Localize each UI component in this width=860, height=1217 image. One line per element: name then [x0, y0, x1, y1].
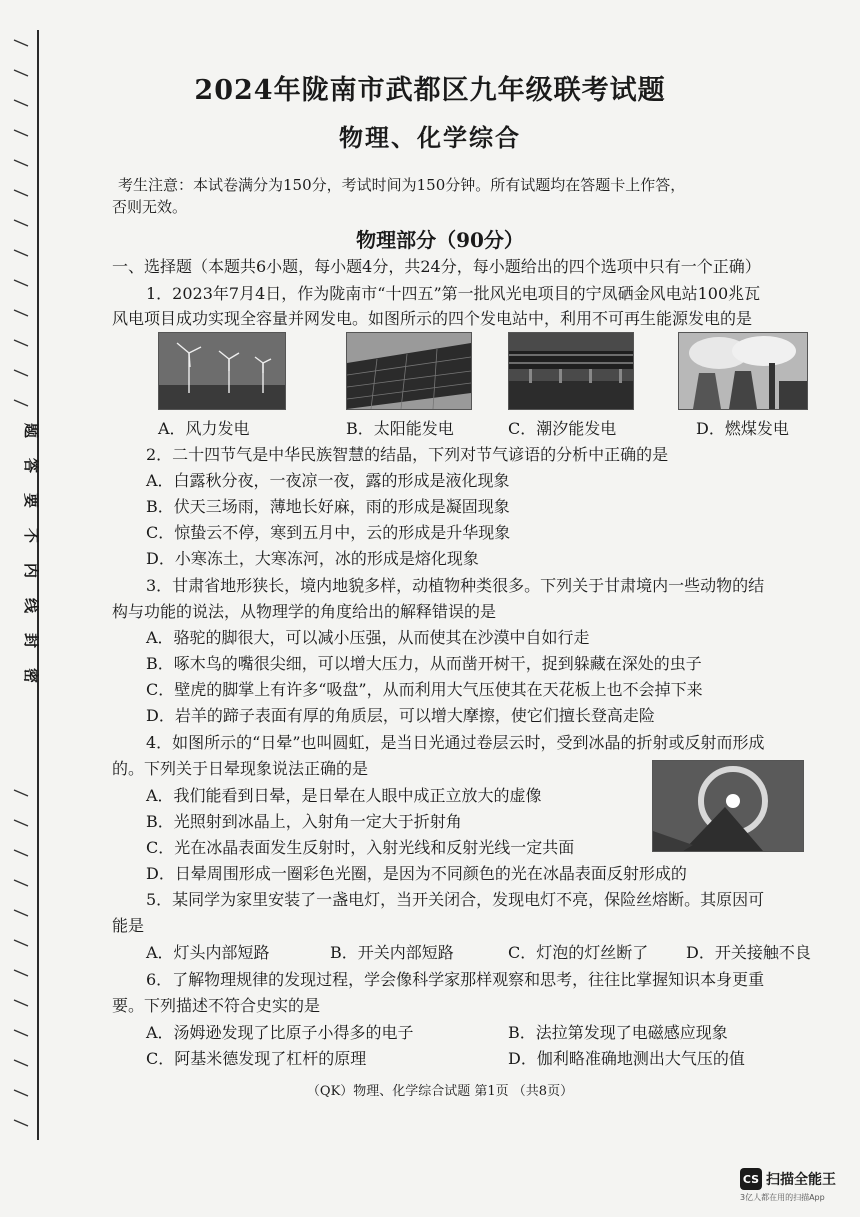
watermark-name: 扫描全能王: [766, 1172, 836, 1188]
binding-char: 内: [22, 562, 41, 579]
q3-option-d: D．岩羊的蹄子表面有厚的角质层，可以增大摩擦，使它们擅长登高走险: [146, 706, 655, 725]
q5-option-c: C．灯泡的灯丝断了: [508, 943, 649, 962]
watermark-tagline: 3亿人都在用的扫描App: [740, 1193, 825, 1202]
binding-char: 封: [22, 632, 41, 649]
q2-option-b: B．伏天三场雨，薄地长好麻，雨的形成是凝固现象: [146, 497, 510, 516]
q4-option-d: D．日晕周围形成一圈彩色光圈，是因为不同颜色的光在冰晶表面反射形成的: [146, 864, 687, 883]
q4-option-a: A．我们能看到日晕，是日晕在人眼中成正立放大的虚像: [146, 786, 542, 805]
exam-notice: 考生注意：本试卷满分为150分，考试时间为150分钟。所有试题均在答题卡上作答，: [118, 176, 686, 194]
exam-title: 2024年陇南市武都区九年级联考试题: [194, 75, 666, 106]
section-title: 物理部分（90分）: [356, 228, 524, 252]
tidal-power-photo: [508, 332, 634, 410]
q1-option-a: A．风力发电: [158, 419, 250, 438]
q6-stem-cont: 要。下列描述不符合史实的是: [112, 996, 321, 1015]
q5-option-b: B．开关内部短路: [330, 943, 454, 962]
q2-stem: 2．二十四节气是中华民族智慧的结晶，下列对节气谚语的分析中正确的是: [146, 445, 669, 464]
q3-option-c: C．壁虎的脚掌上有许多“吸盘”，从而利用大气压使其在天花板上也不会掉下来: [146, 680, 703, 699]
q1-option-d: D．燃煤发电: [696, 419, 789, 438]
q3-option-a: A．骆驼的脚很大，可以减小压强，从而使其在沙漠中自如行走: [146, 628, 590, 647]
q3-stem: 3．甘肃省地形狭长，境内地貌多样，动植物种类很多。下列关于甘肃境内一些动物的结: [146, 576, 765, 595]
q6-option-c: C．阿基米德发现了杠杆的原理: [146, 1049, 367, 1068]
binding-char: 线: [22, 597, 41, 614]
exam-notice-cont: 否则无效。: [112, 198, 188, 216]
q1-stem-cont: 风电项目成功实现全容量并网发电。如图所示的四个发电站中，利用不可再生能源发电的是: [112, 309, 753, 328]
q4-stem: 4．如图所示的“日晕”也叫圆虹，是当日光通过卷层云时，受到冰晶的折射或反射而形成: [146, 733, 765, 752]
coal-power-photo: [678, 332, 808, 410]
q4-option-c: C．光在冰晶表面发生反射时，入射光线和反射光线一定共面: [146, 838, 575, 857]
q1-option-c: C．潮汐能发电: [508, 419, 617, 438]
q6-option-d: D．伽利略准确地测出大气压的值: [508, 1049, 745, 1068]
section-heading: 一、选择题（本题共6小题，每小题4分，共24分，每小题给出的四个选项中只有一个正确）: [112, 257, 761, 276]
q4-stem-cont: 的。下列关于日晕现象说法正确的是: [112, 759, 369, 778]
q2-option-a: A．白露秋分夜，一夜凉一夜，露的形成是液化现象: [146, 471, 510, 490]
exam-subtitle: 物理、化学综合: [339, 123, 521, 152]
q1-stem: 1．2023年7月4日，作为陇南市“十四五”第一批风光电项目的宁凤硒金风电站100兆瓦: [146, 284, 761, 303]
watermark-brand: [740, 1168, 850, 1190]
binding-char: 密: [22, 667, 41, 684]
binding-margin-text: [20, 420, 44, 686]
q6-option-b: B．法拉第发现了电磁感应现象: [508, 1023, 728, 1042]
binding-char: 答: [22, 457, 41, 474]
q5-option-d: D．开关接触不良: [686, 943, 811, 962]
binding-char: 题: [22, 422, 41, 439]
camscanner-logo-icon: CS: [740, 1168, 762, 1190]
q6-stem: 6．了解物理规律的发现过程，学会像科学家那样观察和思考，往往比掌握知识本身更重: [146, 970, 765, 989]
q3-option-b: B．啄木鸟的嘴很尖细，可以增大压力，从而凿开树干，捉到躲藏在深处的虫子: [146, 654, 702, 673]
scanner-watermark: [740, 1168, 850, 1203]
binding-char: 不: [22, 527, 41, 544]
q2-option-c: C．惊蛰云不停，寒到五月中，云的形成是升华现象: [146, 523, 511, 542]
page-footer: （QK）物理、化学综合试题 第1页 （共8页）: [306, 1084, 574, 1099]
solar-power-photo: [346, 332, 472, 410]
q5-option-a: A．灯头内部短路: [146, 943, 270, 962]
q4-option-b: B．光照射到冰晶上，入射角一定大于折射角: [146, 812, 462, 831]
q1-option-b: B．太阳能发电: [346, 419, 454, 438]
wind-power-photo: [158, 332, 286, 410]
q2-option-d: D．小寒冻土，大寒冻河，冰的形成是熔化现象: [146, 549, 479, 568]
q6-option-a: A．汤姆逊发现了比原子小得多的电子: [146, 1023, 414, 1042]
binding-char: 要: [22, 492, 41, 509]
q5-stem: 5．某同学为家里安装了一盏电灯，当开关闭合，发现电灯不亮，保险丝熔断。其原因可: [146, 890, 765, 909]
q3-stem-cont: 构与功能的说法，从物理学的角度给出的解释错误的是: [112, 602, 497, 621]
q5-stem-cont: 能是: [112, 916, 145, 935]
solar-halo-photo: [652, 760, 804, 852]
